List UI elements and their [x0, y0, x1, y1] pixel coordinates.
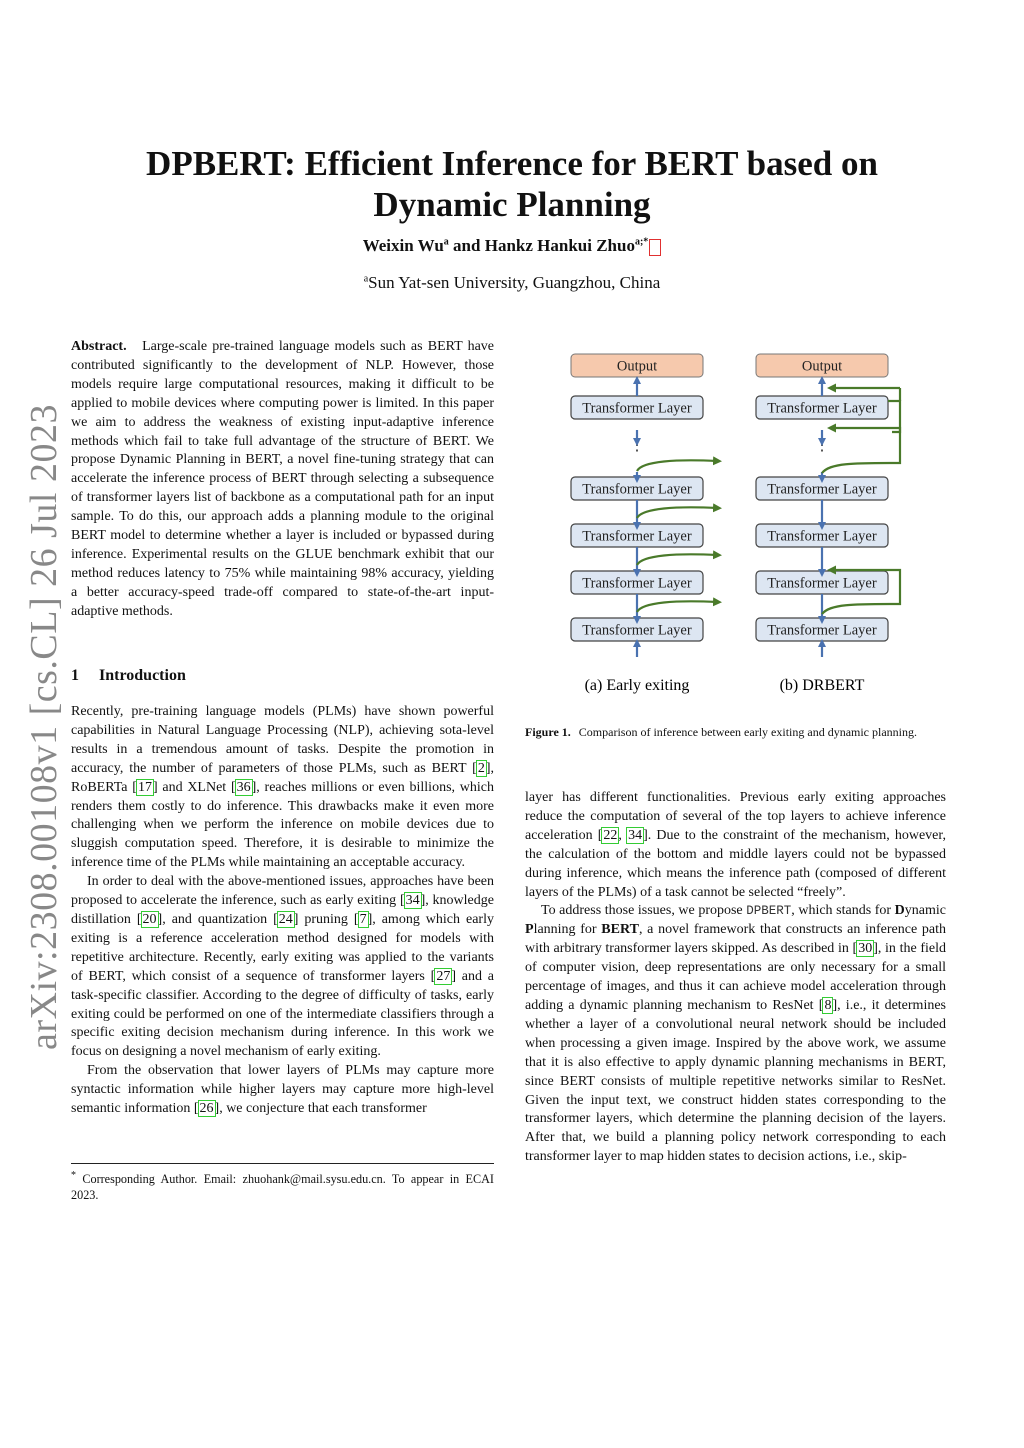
citation-link[interactable]: 8 [824, 997, 832, 1013]
citation-link[interactable]: 26 [199, 1101, 214, 1117]
citation-link[interactable]: 2 [477, 760, 485, 776]
right-column-body [525, 789, 946, 1167]
citation-link[interactable]: 27 [436, 968, 451, 984]
figure-1 [520, 344, 950, 704]
figure-label: Figure 1. [525, 725, 571, 739]
footnote-text: Corresponding Author. Email: zhuohank@mail.sysu.edu.cn. To appear in ECAI 2023. [71, 1172, 494, 1203]
transformer-layer-label-a: Transformer Layer [582, 622, 692, 639]
authors-and: and [453, 236, 481, 255]
output-label-a: Output [616, 358, 658, 375]
early-exit-arrow [637, 554, 717, 565]
right-paragraph-2: To address those issues, we propose DPBERT, which stands for Dynamic Planning for BERT, a novel framework that constructs an inference path with arbitrary transformer layers skipped. As described in [30], in the field of computer vision, deep representations are only necessary for a small percentage of images, and thus it can achieve model acceleration through adding a dynamic planning mechanism to ResNet [8], i.e., it determines whether a layer of a convolutional neural network should be included when processing a given image. Inspired by the above work, we assume that it is also effective to apply dynamic planning mechanisms in BERT, since BERT consists of multiple repetitive networks similar to ResNet. Given the input text, we construct hidden states corresponding to the transformer layers, which determine the planning decision of the layers. After that, we build a planning policy network corresponding to each transformer layer to map hidden states to decision actions, i.e., skip- [525, 903, 946, 1165]
arxiv-stamp: arXiv:2308.00108v1 [cs.CL] 26 Jul 2023 [23, 404, 65, 1050]
figure-caption-text: Comparison of inference between early exiting and dynamic planning. [578, 725, 918, 739]
skip-connection-arrow [822, 428, 900, 473]
author-2: Hankz Hankui Zhuo [484, 236, 635, 255]
citation-link[interactable]: 36 [236, 779, 251, 795]
abstract-text: Large-scale pre-trained language models such as BERT have contributed significantly to the development of NLP. However, those models require large computational resources, making it difficult to be applied to mobile devices where computing power is limited. In this paper we aim to address the weakness of existing input-adaptive inference methods which fail to take full advantage of the structure of BERT. We propose Dynamic Planning in BERT, a novel fine-tuning strategy that can accelerate the inference process of BERT through selecting a subsequence of transformer layers list of backbone as a computational path for an input sample. To do this, our approach adds a planning module to the original BERT model to determine whether a layer is included or bypassed during inference. Experimental results on the GLUE benchmark exhibit that our method reduces latency to 75% while maintaining 98% accuracy, yielding a better accuracy-speed trade-off compared to state-of-the-art input-adaptive methods. [71, 339, 494, 619]
footnote [71, 1168, 494, 1203]
intro-paragraph-1: Recently, pre-training language models (PLMs) have shown powerful capabilities in Natural Language Processing (NLP), achieving sota-level results in a tremendous amount of tasks. Despite the promotion in accuracy, the number of parameters of those PLMs, such as BERT [2], RoBERTa [17] and XLNet [36], reaches millions or even billions, which renders them costly to do inference. This drawbacks make it even more challenging when we perform the inference on mobile devices due to sluggish computation speed. Therefore, it is desirable to minimize the inference time of the PLMs while maintaining an acceptable accuracy. [71, 704, 494, 871]
output-label-b: Output [801, 358, 843, 375]
citation-link[interactable]: 20 [142, 911, 157, 927]
footnote-rule [71, 1163, 494, 1164]
early-exit-arrow [637, 460, 717, 471]
early-exit-arrow [637, 507, 717, 518]
affiliation [0, 273, 1024, 293]
section-number: 1 [71, 667, 79, 684]
section-heading [71, 667, 186, 685]
introduction-body [71, 703, 494, 1119]
transformer-layer-label-a: Transformer Layer [582, 400, 692, 417]
transformer-layer-label-b: Transformer Layer [767, 400, 877, 417]
author-1: Weixin Wu [362, 236, 444, 255]
ellipsis-a: ⋮ [629, 437, 645, 454]
author-1-sup: a [443, 236, 449, 248]
ellipsis-b: ⋮ [814, 437, 830, 454]
author-2-sup: a;* [634, 236, 649, 248]
transformer-layer-label-a: Transformer Layer [582, 481, 692, 498]
citation-link[interactable]: 24 [278, 911, 293, 927]
citation-link[interactable]: 34 [628, 827, 643, 843]
transformer-layer-label-b: Transformer Layer [767, 481, 877, 498]
intro-paragraph-2: In order to deal with the above-mentioned issues, approaches have been proposed to accelerate the inference, such as early exiting [34], knowledge distillation [20], and quantization [24] pruning [7], among which early exiting is a reference acceleration method designed for models with repetitive architecture. Recently, early exiting was applied to the variants of BERT, which consist of a sequence of transformer layers [27] and a task-specific classifier. According to the degree of difficulty of tasks, early exiting could be performed on one of the intermediate classifiers through a specific exiting decision mechanism during inference. In this work we focus on designing a novel mechanism of early exiting. [71, 874, 495, 1060]
footnote-mark: * [71, 1170, 76, 1181]
citation-link[interactable]: 34 [405, 893, 420, 909]
transformer-layer-label-b: Transformer Layer [767, 528, 877, 545]
abstract [71, 338, 494, 622]
abstract-label: Abstract. [71, 339, 127, 354]
authors [0, 236, 1024, 256]
citation-link[interactable]: 7 [359, 911, 367, 927]
transformer-layer-label-b: Transformer Layer [767, 622, 877, 639]
intro-paragraph-3: From the observation that lower layers of PLMs may capture more syntactic information while higher layers may capture more high-level semantic information [26], we conjecture that each transformer [71, 1063, 494, 1117]
figure-caption [525, 723, 946, 741]
dpbert-name: DPBERT [746, 904, 792, 919]
paper-title [0, 143, 1024, 225]
transformer-layer-label-b: Transformer Layer [767, 575, 877, 592]
early-exit-arrow [637, 601, 717, 612]
title-line-2: Dynamic Planning [373, 185, 651, 224]
affiliation-sup: a [363, 273, 369, 285]
transformer-layer-label-a: Transformer Layer [582, 575, 692, 592]
citation-link[interactable]: 30 [858, 941, 873, 957]
affiliation-text: Sun Yat-sen University, Guangzhou, China [368, 273, 661, 292]
right-paragraph-1: layer has different functionalities. Previous early exiting approaches reduce the computation of several of the top layers to achieve inference acceleration [22, 34]. Due to the constraint of the mechanism, however, the calculation of the bottom and middle layers could not be bypassed during inference, which means the inference path (composed of different layers of the PLMs) of a task cannot be selected “freely”. [525, 790, 947, 900]
title-line-1: DPBERT: Efficient Inference for BERT based on [146, 144, 878, 183]
subfig-a-caption: (a) Early exiting [584, 677, 690, 694]
citation-link[interactable]: 17 [137, 779, 152, 795]
transformer-layer-label-a: Transformer Layer [582, 528, 692, 545]
subfig-b-caption: (b) DRBERT [779, 677, 865, 694]
footnote-link[interactable] [649, 239, 661, 256]
section-title: Introduction [99, 667, 186, 684]
citation-link[interactable]: 22 [603, 827, 618, 843]
